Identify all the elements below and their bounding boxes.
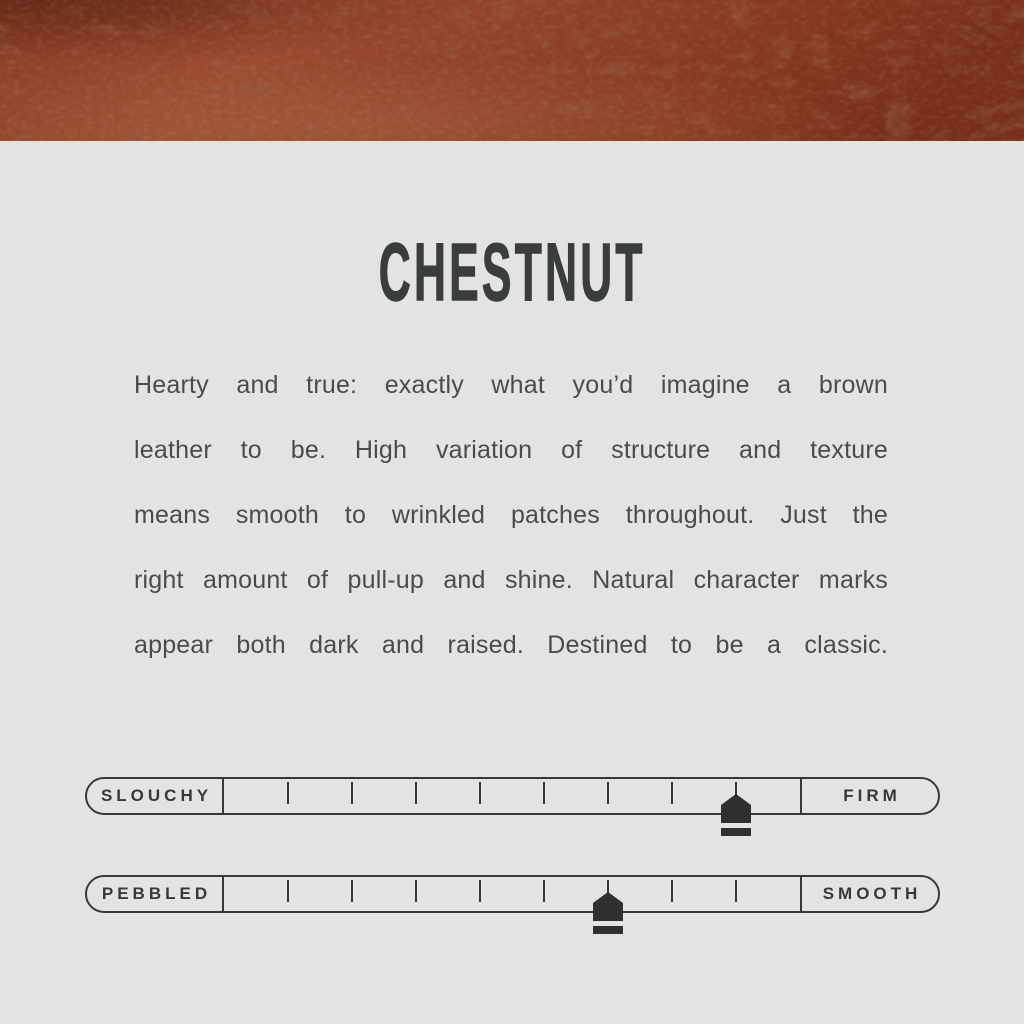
marker-underline [721, 828, 751, 836]
tick-mark [351, 782, 353, 804]
slider-pebbled-smooth [85, 875, 940, 913]
tick-mark [735, 880, 737, 902]
tick-mark [415, 880, 417, 902]
marker-arrow-icon [721, 794, 751, 823]
slider-right-label: SMOOTH [822, 884, 922, 903]
slider-track [222, 779, 802, 813]
tick-mark [351, 880, 353, 902]
description-line: right amount of pull-up and shine. Natural character marks [134, 566, 888, 594]
tick-mark [671, 880, 673, 902]
description-line: means smooth to wrinkled patches throughout. Just the [134, 501, 888, 529]
tick-mark [479, 782, 481, 804]
leather-texture-graphic [0, 0, 1024, 141]
tick-mark [479, 880, 481, 902]
slider-slouchy-firm [85, 777, 940, 815]
marker-arrow-icon [593, 892, 623, 921]
description-line: appear both dark and raised. Destined to be a classic. [134, 631, 888, 659]
marker-underline [593, 926, 623, 934]
page-title [0, 227, 1024, 318]
description-line: leather to be. High variation of structure and texture [134, 436, 888, 464]
tick-mark [415, 782, 417, 804]
slider-right-label: FIRM [843, 786, 901, 805]
description-line: Hearty and true: exactly what you’d imagine a brown [134, 371, 888, 399]
tick-mark [287, 880, 289, 902]
slider-left-label: PEBBLED [101, 884, 212, 903]
slider-marker [721, 794, 751, 836]
tick-mark [543, 880, 545, 902]
tick-mark [671, 782, 673, 804]
tick-mark [287, 782, 289, 804]
slider-track [222, 877, 802, 911]
leather-texture-photo [0, 0, 1024, 141]
slider-marker [593, 892, 623, 934]
page-title-text: CHESTNUT [378, 227, 646, 318]
tick-mark [607, 782, 609, 804]
slider-left-label: SLOUCHY [100, 786, 213, 805]
tick-mark [543, 782, 545, 804]
description [134, 353, 888, 678]
